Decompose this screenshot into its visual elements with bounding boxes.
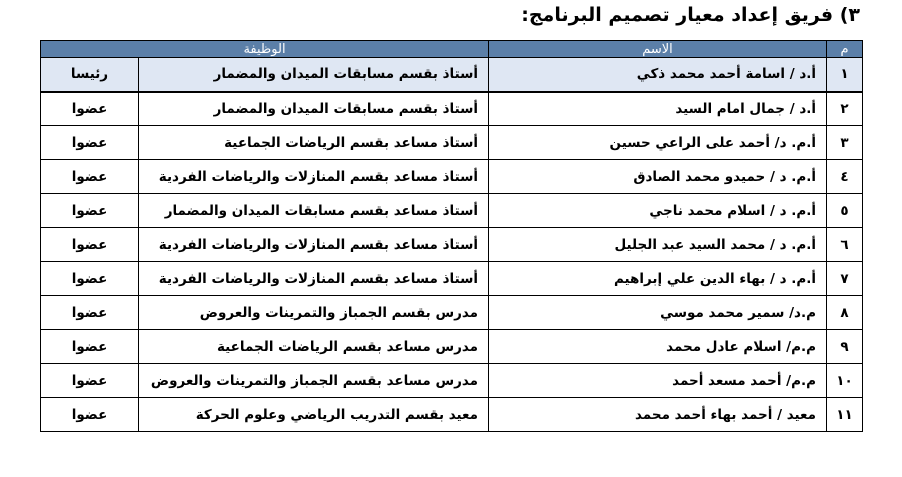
- row-number: ٨: [827, 296, 863, 330]
- member-role: عضوا: [41, 330, 139, 364]
- table-row: [41, 194, 863, 228]
- member-role: عضوا: [41, 296, 139, 330]
- member-name: م.د/ سمير محمد موسي: [489, 296, 827, 330]
- row-number: ٣: [827, 126, 863, 160]
- cut-off-text-line: [200, 466, 720, 477]
- row-number: ١٠: [827, 364, 863, 398]
- row-number: ٩: [827, 330, 863, 364]
- member-role: عضوا: [41, 398, 139, 432]
- table-row: [41, 398, 863, 432]
- member-job: مدرس بقسم الجمباز والتمرينات والعروض: [139, 296, 489, 330]
- row-number: ٦: [827, 228, 863, 262]
- row-number: ١: [827, 58, 863, 92]
- member-role: عضوا: [41, 364, 139, 398]
- member-name: أ.م. د / بهاء الدين علي إبراهيم: [489, 262, 827, 296]
- table-row: [41, 160, 863, 194]
- table-row: [41, 58, 863, 92]
- member-name: معيد / أحمد بهاء أحمد محمد: [489, 398, 827, 432]
- member-job: أستاذ مساعد بقسم الرياضات الجماعية: [139, 126, 489, 160]
- member-job: أستاذ مساعد بقسم المنازلات والرياضات الفردية: [139, 228, 489, 262]
- member-name: أ.د / جمال امام السيد: [489, 92, 827, 126]
- table-row: [41, 92, 863, 126]
- header-name: الاسم: [489, 41, 827, 58]
- member-job: أستاذ مساعد بقسم مسابقات الميدان والمضمار: [139, 194, 489, 228]
- table-row: [41, 364, 863, 398]
- header-num: م: [827, 41, 863, 58]
- member-job: أستاذ بقسم مسابقات الميدان والمضمار: [139, 92, 489, 126]
- table-row: [41, 262, 863, 296]
- member-name: م.م/ أحمد مسعد أحمد: [489, 364, 827, 398]
- section-heading: ٣) فريق إعداد معيار تصميم البرنامج:: [521, 4, 860, 26]
- member-job: مدرس مساعد بقسم الرياضات الجماعية: [139, 330, 489, 364]
- row-number: ٢: [827, 92, 863, 126]
- member-name: أ.م. د/ أحمد على الراعي حسين: [489, 126, 827, 160]
- member-role: عضوا: [41, 160, 139, 194]
- member-role: عضوا: [41, 92, 139, 126]
- table-row: [41, 126, 863, 160]
- table-body: [41, 58, 863, 432]
- header-job: الوظيفة: [41, 41, 489, 58]
- row-number: ٤: [827, 160, 863, 194]
- row-number: ٥: [827, 194, 863, 228]
- member-job: أستاذ بقسم مسابقات الميدان والمضمار: [139, 58, 489, 92]
- member-role: عضوا: [41, 126, 139, 160]
- member-role: عضوا: [41, 194, 139, 228]
- row-number: ١١: [827, 398, 863, 432]
- member-role: رئيسا: [41, 58, 139, 92]
- member-name: أ.م. د / محمد السيد عبد الجليل: [489, 228, 827, 262]
- member-name: أ.د / اسامة أحمد محمد ذكي: [489, 58, 827, 92]
- table-row: [41, 296, 863, 330]
- table-row: [41, 330, 863, 364]
- table-row: [41, 228, 863, 262]
- member-role: عضوا: [41, 228, 139, 262]
- member-role: عضوا: [41, 262, 139, 296]
- table-header: [41, 41, 863, 58]
- member-name: م.م/ اسلام عادل محمد: [489, 330, 827, 364]
- member-name: أ.م. د / اسلام محمد ناجي: [489, 194, 827, 228]
- member-job: معيد بقسم التدريب الرياضي وعلوم الحركة: [139, 398, 489, 432]
- row-number: ٧: [827, 262, 863, 296]
- team-table: [40, 40, 863, 432]
- member-name: أ.م. د / حميدو محمد الصادق: [489, 160, 827, 194]
- member-job: مدرس مساعد بقسم الجمباز والتمرينات والعروض: [139, 364, 489, 398]
- member-job: أستاذ مساعد بقسم المنازلات والرياضات الفردية: [139, 262, 489, 296]
- member-job: أستاذ مساعد بقسم المنازلات والرياضات الفردية: [139, 160, 489, 194]
